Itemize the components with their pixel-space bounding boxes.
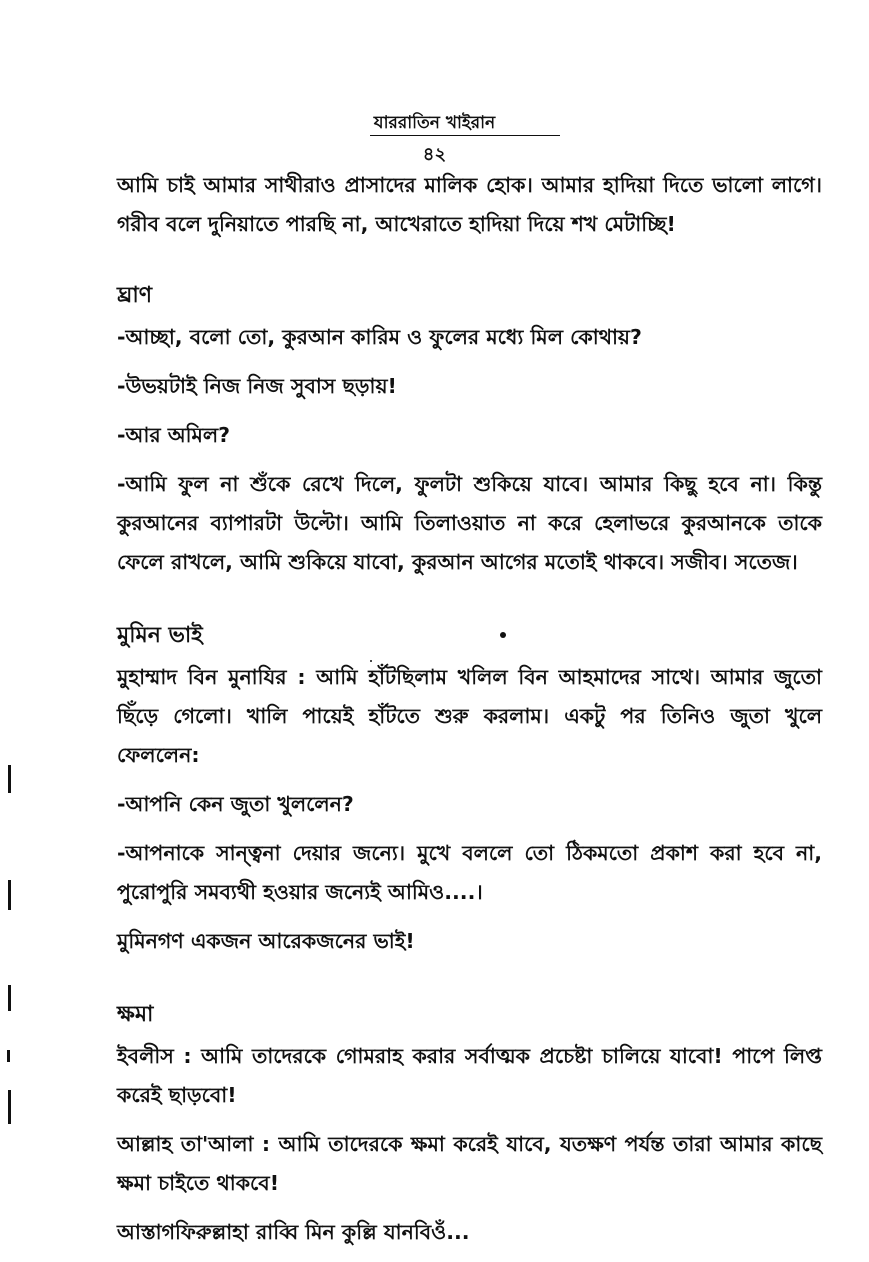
scan-mark: [8, 765, 11, 793]
section-kshama: [117, 997, 822, 1252]
section-mumin-bhai: [117, 618, 822, 961]
narration-paragraph: মুহাম্মাদ বিন মুনাযির : আমি হাঁটছিলাম খলিল বিন আহমাদের সাথে। আমার জুতো ছিঁড়ে গেলো। খালি পায়েই হাঁটতে শুরু করলাম। একটু পর তিনিও জুতা খুলে ফেললেন:: [117, 665, 822, 767]
running-header-title: যাররাতিন খাইরান: [373, 113, 496, 133]
dialogue-line: -আপনি কেন জুতা খুললেন?: [117, 792, 354, 816]
dialogue-line: -আমি ফুল না শুঁকে রেখে দিলে, ফুলটা শুকিয়ে যাবে। আমার কিছু হবে না। কিন্তু কুরআনের ব্যাপারটা উল্টো। আমি তিলাওয়াত না করে হেলাভরে কুরআনকে তাকে ফেলে রাখলে, আমি শুকিয়ে যাবো, কুরআন আগের মতোই থাকবে। সজীব। সতেজ।: [117, 472, 822, 574]
section-heading: মুমিন ভাই: [117, 623, 203, 648]
closing-line: মুমিনগণ একজন আরেকজনের ভাই!: [117, 929, 415, 953]
ink-speck: [500, 632, 506, 638]
page-number: ৪২: [422, 144, 447, 165]
ink-speck: [370, 660, 372, 662]
page-body: [117, 166, 822, 1262]
scan-mark: [7, 1050, 10, 1062]
scan-mark: [8, 880, 11, 910]
scan-mark: [8, 985, 11, 1011]
section-ghran: [117, 278, 822, 582]
dialogue-line: -আচ্ছা, বলো তো, কুরআন কারিম ও ফুলের মধ্যে মিল কোথায়?: [117, 325, 642, 349]
section-heading: ঘ্রাণ: [117, 283, 153, 308]
intro-paragraph: আমি চাই আমার সাথীরাও প্রাসাদের মালিক হোক। আমার হাদিয়া দিতে ভালো লাগে। গরীব বলে দুনিয়াতে পারছি না, আখেরাতে হাদিয়া দিয়ে শখ মেটাচ্ছি!: [117, 173, 822, 236]
scan-mark: [8, 1090, 11, 1124]
dialogue-line: ইবলীস : আমি তাদেরকে গোমরাহ করার সর্বাত্মক প্রচেষ্টা চালিয়ে যাবো! পাপে লিপ্ত করেই ছাড়বো!: [117, 1044, 822, 1107]
dialogue-line: -উভয়টাই নিজ নিজ সুবাস ছড়ায়!: [117, 374, 397, 398]
dialogue-line: -আর অমিল?: [117, 423, 231, 447]
dialogue-line: -আপনাকে সান্ত্বনা দেয়ার জন্যে। মুখে বললে তো ঠিকমতো প্রকাশ করা হবে না, পুরোপুরি সমব্যথী হওয়ার জন্যেই আমিও....।: [117, 841, 822, 904]
closing-line: আস্তাগফিরুল্লাহা রাব্বি মিন কুল্লি যানবিওঁ...: [117, 1220, 470, 1244]
section-heading: ক্ষমা: [117, 1002, 154, 1027]
header-divider: [370, 135, 560, 136]
dialogue-line: আল্লাহ তা'আলা : আমি তাদেরকে ক্ষমা করেই যাবে, যতক্ষণ পর্যন্ত তারা আমার কাছে ক্ষমা চাইতে থাকবে!: [117, 1132, 822, 1195]
